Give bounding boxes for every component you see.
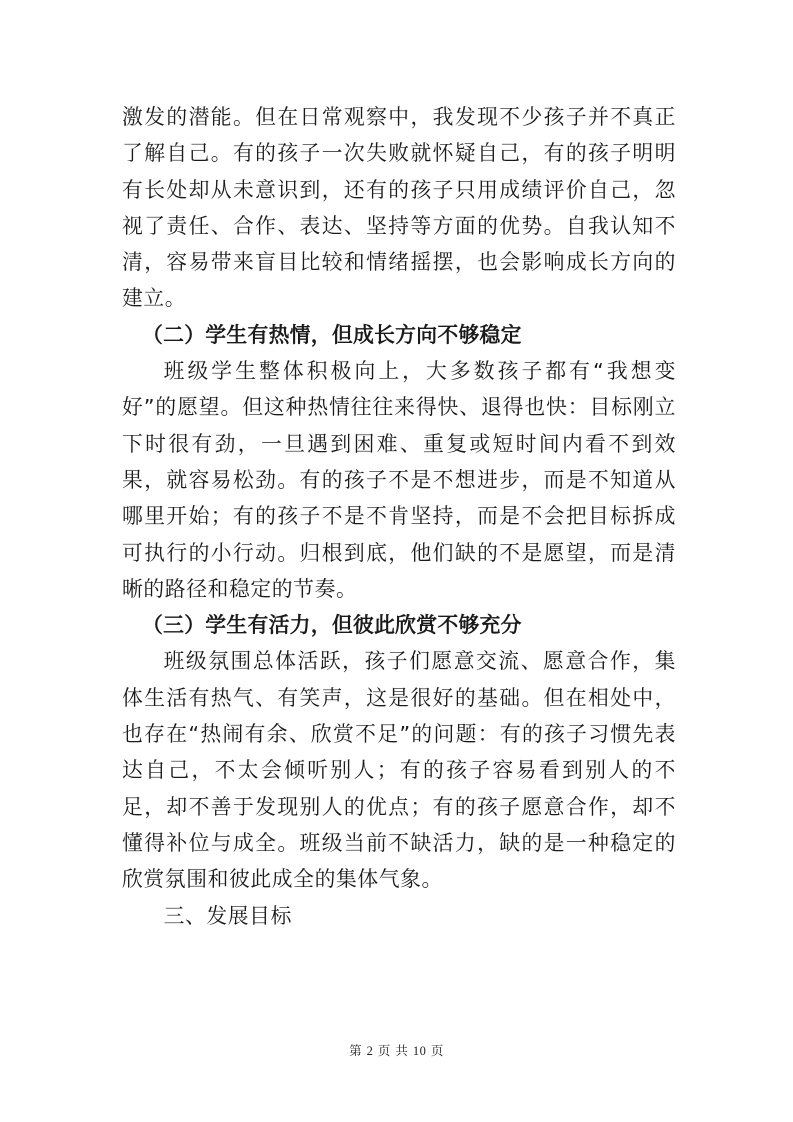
footer-middle: 页 共	[377, 1043, 409, 1058]
paragraph-enthusiasm: 班级学生整体积极向上，大多数孩子都有“我想变好”的愿望。但这种热情往往来得快、退得也快：目标刚立下时很有劲，一旦遇到困难、重复或短时间内看不到效果，就容易松劲。有的孩子不是不想进步，而是不知道从哪里开始；有的孩子不是不肯坚持，而是不会把目标拆成可执行的小行动。归根到底，他们缺的不是愿望，而是清晰的路径和稳定的节奏。	[122, 359, 676, 601]
page-content	[122, 99, 676, 934]
footer-prefix: 第	[349, 1043, 363, 1058]
footer-current-page: 2	[366, 1044, 374, 1058]
section-title-goals: 三、发展目标	[163, 903, 292, 928]
footer-total-pages: 10	[412, 1044, 427, 1058]
footer-suffix: 页	[430, 1043, 444, 1058]
paragraph-continuation: 激发的潜能。但在日常观察中，我发现不少孩子并不真正了解自己。有的孩子一次失败就怀疑自己，有的孩子明明有长处却从未意识到，还有的孩子只用成绩评价自己，忽视了责任、合作、表达、坚持等方面的优势。自我认知不清，容易带来盲目比较和情绪摇摆，也会影响成长方向的建立。	[122, 105, 676, 311]
subheading-two: （二）学生有热情，但成长方向不够稳定	[142, 322, 522, 347]
page-footer	[0, 1041, 793, 1059]
paragraph-vitality: 班级氛围总体活跃，孩子们愿意交流、愿意合作，集体生活有热气、有笑声，这是很好的基础。但在相处中，也存在“热闹有余、欣赏不足”的问题：有的孩子习惯先表达自己，不太会倾听别人；有的孩子容易看到别人的不足，却不善于发现别人的优点；有的孩子愿意合作，却不懂得补位与成全。班级当前不缺活力，缺的是一种稳定的欣赏氛围和彼此成全的集体气象。	[122, 649, 676, 892]
subheading-three: （三）学生有活力，但彼此欣赏不够充分	[142, 613, 522, 638]
